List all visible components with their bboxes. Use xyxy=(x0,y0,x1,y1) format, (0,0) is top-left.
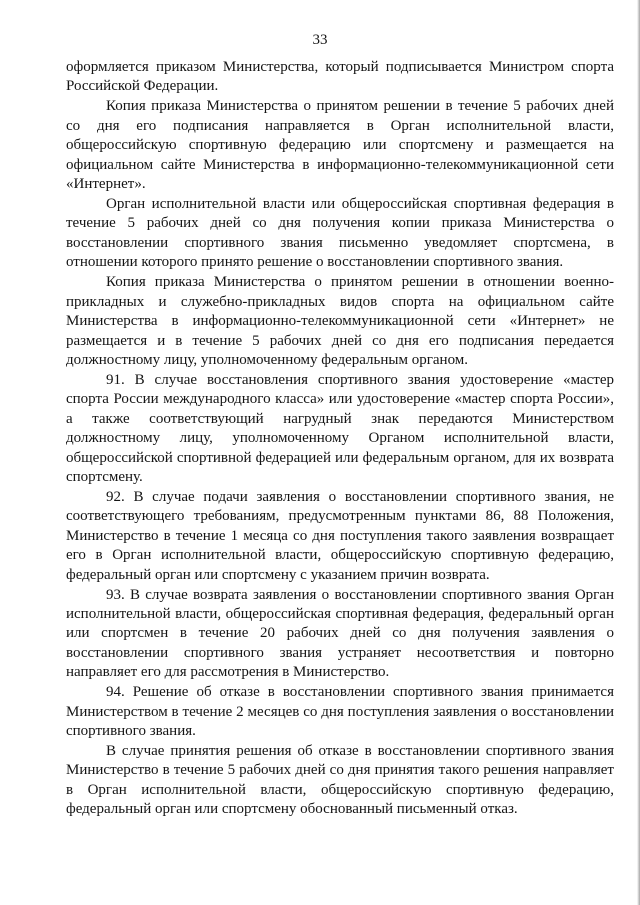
paragraph-refusal: В случае принятия решения об отказе в восстановлении спортивного звания Министерство в течение 5 рабочих дней со дня принятия такого решения направляет в Орган исполнительной власти, общероссийскую спортивную федерацию, федеральный орган или спортсмену обоснованный письменный отказ. xyxy=(66,742,614,818)
document-body xyxy=(66,58,614,820)
paragraph-copy-order: Копия приказа Министерства о принятом решении в течение 5 рабочих дней со дня его подписания направляется в Орган исполнительной власти, общероссийскую спортивную федерацию или спортсмену и размещается на официальном сайте Министерства в информационно-телекоммуникационной сети «Интернет». xyxy=(66,98,614,193)
page-number: 33 xyxy=(312,32,328,48)
paragraph-item-94: 94. Решение об отказе в восстановлении спортивного звания принимается Министерством в течение 2 месяцев со дня поступления заявления о восстановлении спортивного звания. xyxy=(66,684,614,740)
paragraph-military-sports: Копия приказа Министерства о принятом решении в отношении военно-прикладных и служебно-прикладных видов спорта на официальном сайте Министерства в информационно-телекоммуникационной сети «Интернет» не размещается и в течение 5 рабочих дней со дня его подписания передается должностному лицу, уполномоченному федеральным органом. xyxy=(66,274,614,368)
paragraph-notify-athlete: Орган исполнительной власти или общероссийская спортивная федерация в течение 5 рабочих дней со дня получения копии приказа Министерства о восстановлении спортивного звания письменно уведомляет спортсмена, в отношении которого принято решение о восстановлении спортивного звания. xyxy=(66,195,614,271)
paragraph-item-92: 92. В случае подачи заявления о восстановлении спортивного звания, не соответствующего требованиям, предусмотренным пунктами 86, 88 Положения, Министерство в течение 1 месяца со дня поступления такого заявления возвращает его в Орган исполнительной власти, общероссийскую спортивную федерацию, федеральный орган или спортсмену с указанием причин возврата. xyxy=(66,488,614,583)
paragraph-item-91: 91. В случае восстановления спортивного звания удостоверение «мастер спорта России международного класса» или удостоверение «мастер спорта России», а также соответствующий нагрудный знак передаются Министерством должностному лицу, уполномоченному Органом исполнительной власти, общероссийской спортивной федерацией или федеральным органом, для их возврата спортсмену. xyxy=(66,371,614,486)
paragraph-item-93: 93. В случае возврата заявления о восстановлении спортивного звания Орган исполнительной власти, общероссийская спортивная федерация, федеральный орган или спортсмен в течение 20 рабочих дней со дня получения заявления о восстановлении спортивного звания устраняет несоответствия и повторно направляет его для рассмотрения в Министерство. xyxy=(66,586,614,681)
paragraph-continuation: оформляется приказом Министерства, который подписывается Министром спорта Российской Федерации. xyxy=(66,59,614,95)
